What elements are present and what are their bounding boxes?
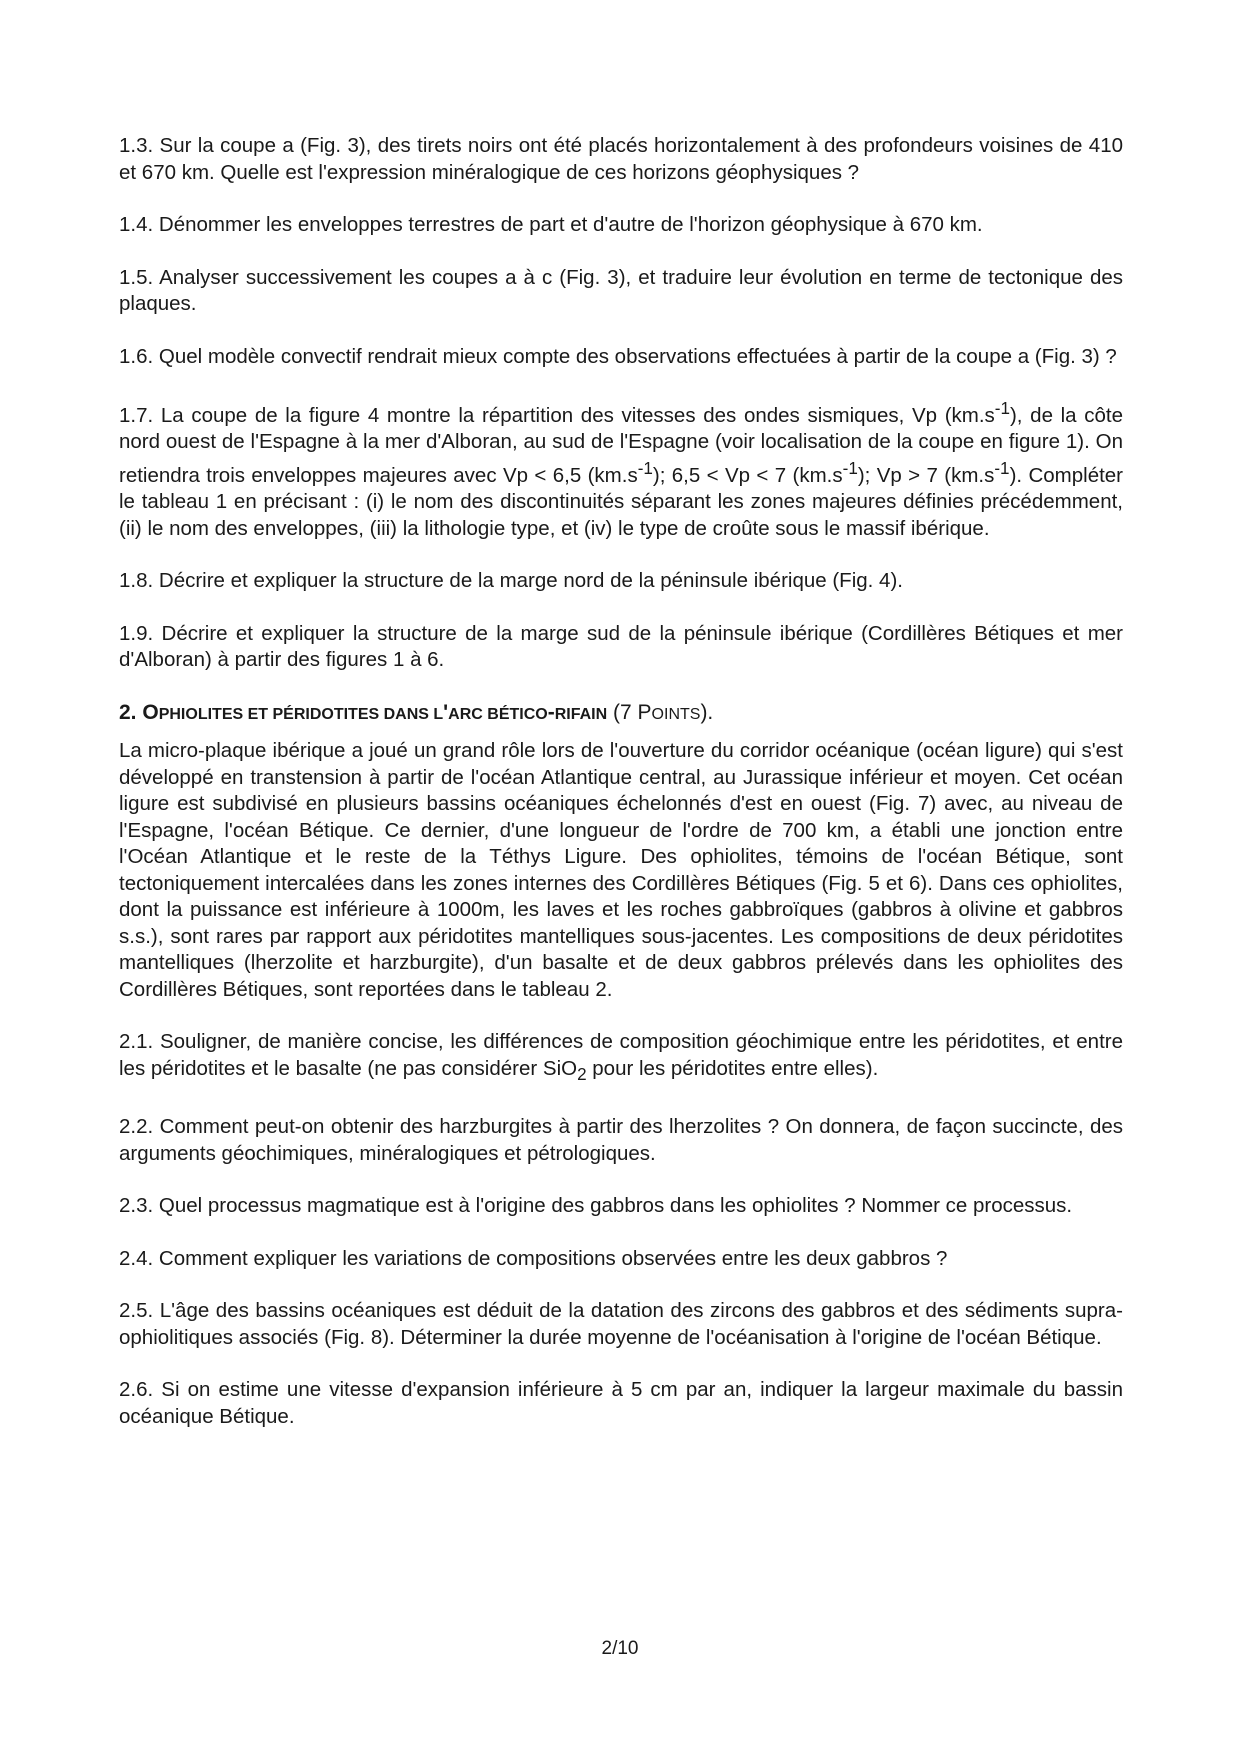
question-2-4: 2.4. Comment expliquer les variations de compositions observées entre les deux gabbros ? — [119, 1246, 948, 1270]
question-1-6: 1.6. Quel modèle convectif rendrait mieux compte des observations effectuées à partir de la coupe a (Fig. 3) ? — [119, 344, 1117, 368]
page-number: 2/10 — [601, 1638, 639, 1659]
question-2-3: 2.3. Quel processus magmatique est à l'origine des gabbros dans les ophiolites ? Nommer ce processus. — [119, 1194, 1073, 1218]
question-1-8: 1.8. Décrire et expliquer la structure de la marge nord de la péninsule ibérique (Fig. 4). — [119, 569, 903, 593]
page-content — [119, 133, 1123, 1456]
question-1-3: 1.3. Sur la coupe a (Fig. 3), des tirets noirs ont été placés horizontalement à des profondeurs voisines de 410 et 670 km. Quelle est l'expression minéralogique de ces horizons géophysiques ? — [119, 134, 1123, 184]
question-1-9: 1.9. Décrire et expliquer la structure de la marge sud de la péninsule ibérique (Cordillères Bétiques et mer d'Alboran) à partir des figures 1 à 6. — [119, 621, 1123, 672]
question-1-4: 1.4. Dénommer les enveloppes terrestres de part et d'autre de l'horizon géophysique à 670 km. — [119, 213, 983, 236]
section-2-heading: 2. OPHIOLITES ET PÉRIDOTITES DANS L'ARC BÉTICO-RIFAIN (7 POINTS). — [119, 700, 714, 724]
section-2-intro: La micro-plaque ibérique a joué un grand rôle lors de l'ouverture du corridor océanique (océan ligure) qui s'est développé en transtension à partir de l'océan Atlantique central, au Jurassique inférieur et moyen. Cet océan ligure est subdivisé en plusieurs bassins océaniques échelonnés d'est en ouest (Fig. 7) avec, au niveau de l'Espagne, l'océan Bétique. Ce dernier, d'une longueur de l'ordre de 700 km, a établi une jonction entre l'Océan Atlantique et le reste de la Téthys Ligure. Des ophiolites, témoins de l'océan Bétique, sont tectoniquement intercalées dans les zones internes des Cordillères Bétiques (Fig. 5 et 6). Dans ces ophiolites, dont la puissance est inférieure à 1000m, les laves et les roches gabbroïques (gabbros à olivine et gabbros s.s.), sont rares par rapport aux péridotites mantelliques sous-jacentes. Les compositions de deux péridotites mantelliques (lherzolite et harzburgite), d'un basalte et de deux gabbros prélevés dans les ophiolites des Cordillères Bétiques, sont reportées dans le tableau 2. — [119, 739, 1123, 1001]
question-2-1: 2.1. Souligner, de manière concise, les différences de composition géochimique entre les péridotites, et entre les péridotites et le basalte (ne pas considérer SiO$_2$ pour les péridotites entre elles). — [119, 1030, 1123, 1084]
question-1-7: 1.7. La coupe de la figure 4 montre la répartition des vitesses des ondes sismiques, Vp $(km.s^{-1})$, de la côte nord ouest de l'Espagne à la mer d'Alboran, au sud de l'Espagne (voir localisation de la coupe en figure 1). On retiendra trois enveloppes majeures avec Vp < 6,5 $(km.s^{-1})$; 6,5 < Vp < 7 $(km.s^{-1})$; Vp > 7 $(km.s^{-1})$. Compléter le tableau 1 en précisant : (i) le nom des discontinuités séparant les zones majeures définies précédemment, (ii) le nom des enveloppes, (iii) la lithologie type, et (iv) le type de croûte sous le massif ibérique. — [119, 399, 1124, 540]
question-2-6: 2.6. Si on estime une vitesse d'expansion inférieure à 5 cm par an, indiquer la largeur maximale du bassin océanique Bétique. — [119, 1378, 1123, 1428]
question-2-2: 2.2. Comment peut-on obtenir des harzburgites à partir des lherzolites ? On donnera, de façon succincte, des arguments géochimiques, minéralogiques et pétrologiques. — [119, 1115, 1123, 1165]
question-2-5: 2.5. L'âge des bassins océaniques est déduit de la datation des zircons des gabbros et des sédiments supra-ophiolitiques associés (Fig. 8). Déterminer la durée moyenne de l'océanisation à l'origine de l'océan Bétique. — [119, 1299, 1123, 1349]
question-1-5: 1.5. Analyser successivement les coupes a à c (Fig. 3), et traduire leur évolution en terme de tectonique des plaques. — [119, 265, 1123, 315]
